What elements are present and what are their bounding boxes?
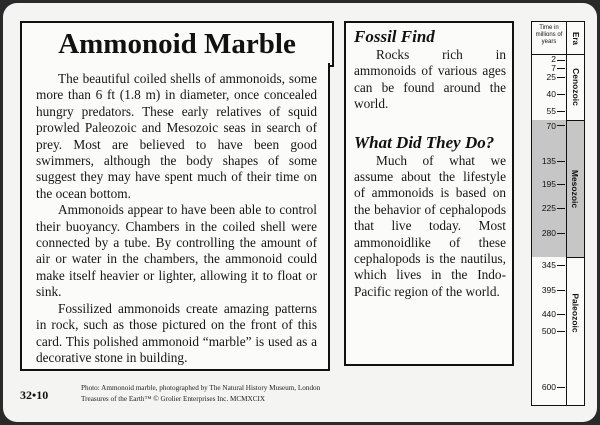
fossil-find-text: Rocks rich in ammonoids of various ages can be found around the world. [354,47,506,112]
sidebar-box [344,21,514,366]
main-text-box [20,63,330,371]
tick-mark [557,184,565,185]
time-label: Time in millions of years [535,25,563,45]
footer-credits [81,383,320,405]
tick-mark [557,314,565,315]
tick-mark [557,161,565,162]
tick-label: 40 [546,89,556,99]
card [3,3,597,422]
era-mesozoic: Mesozoic [570,169,581,208]
tick-label: 7 [551,63,556,73]
title-box [20,21,334,67]
copyright: Treasures of the Earth™ © Grolier Enterprises Inc. MCMXCIX [81,395,266,403]
tick-mark [557,331,565,332]
paragraph-intro: The beautiful coiled shells of ammonoids, some more than 6 ft (1.8 m) in diameter, once concealed hungry predators. These early relatives of squid prowled Paleozoic and Mesozoic seas in search of prey. Most are believed to have been good swimmers, although the body shapes of some suggest they may have spent much of their time on the ocean bottom. [36,71,317,201]
tick-mark [557,387,565,388]
tick-mark [557,290,565,291]
tick-label: 195 [541,179,556,189]
tick-label: 25 [546,72,556,82]
era-cenozoic: Cenozoic [570,68,581,106]
paragraph-marble: Fossilized ammonoids create amazing patterns in rock, such as those pictured on the front of this card. This polished ammonoid “marble” is used as a decorative stone in building. [36,300,317,365]
era-band-cenozoic [567,54,584,120]
era-paleozoic: Paleozoic [570,293,581,333]
tick-label: 345 [541,260,556,270]
tick-mark [557,94,565,95]
tick-label: 225 [541,203,556,213]
era-band-mesozoic [567,120,584,257]
page-title: Ammonoid Marble [58,27,296,60]
tick-label: 440 [541,309,556,319]
card-number: 32•10 [20,388,49,402]
tick-label: 395 [541,285,556,295]
era-divider [566,120,584,121]
era-label: Era [571,31,580,45]
tick-mark [557,77,565,78]
geologic-timeline [531,21,585,406]
tick-mark [557,265,565,266]
tick-mark [557,60,565,61]
tick-label: 600 [541,382,556,392]
tick-label: 500 [541,326,556,336]
tick-label: 2 [551,54,556,64]
fossil-find-heading: Fossil Find [354,27,435,46]
tick-label: 135 [541,156,556,166]
era-divider [566,257,584,258]
timeline-header [532,22,584,55]
paragraph-buoyancy: Ammonoids appear to have been able to control their buoyancy. Chambers in the coiled shell were connected by a tube. By controlling the amount of air or water in the chambers, the ammonoid could make itself heavier or lighter, allowing it to float or sink. [36,202,317,300]
era-band-paleozoic [567,257,584,369]
what-did-they-do-heading: What Did They Do? [354,132,495,152]
what-did-they-do-text: Much of what we assume about the lifestyle of ammonoids is based on the behavior of cephalopods that live today. Most ammonoidlike of these cephalopods is the nautilus, which lives in the Indo-Pacific region of the world. [354,152,506,299]
tick-label: 280 [541,228,556,238]
tick-mark [557,208,565,209]
era-column [566,54,584,405]
tick-mark [557,111,565,112]
photo-credit: Photo: Ammonoid marble, photographed by The Natural History Museum, London [81,384,321,392]
tick-mark [557,125,565,126]
tick-label: 55 [546,106,556,116]
tick-mark [557,233,565,234]
era-label-cell [566,22,584,54]
tick-mark [557,68,565,69]
tick-label: 70 [546,121,556,131]
